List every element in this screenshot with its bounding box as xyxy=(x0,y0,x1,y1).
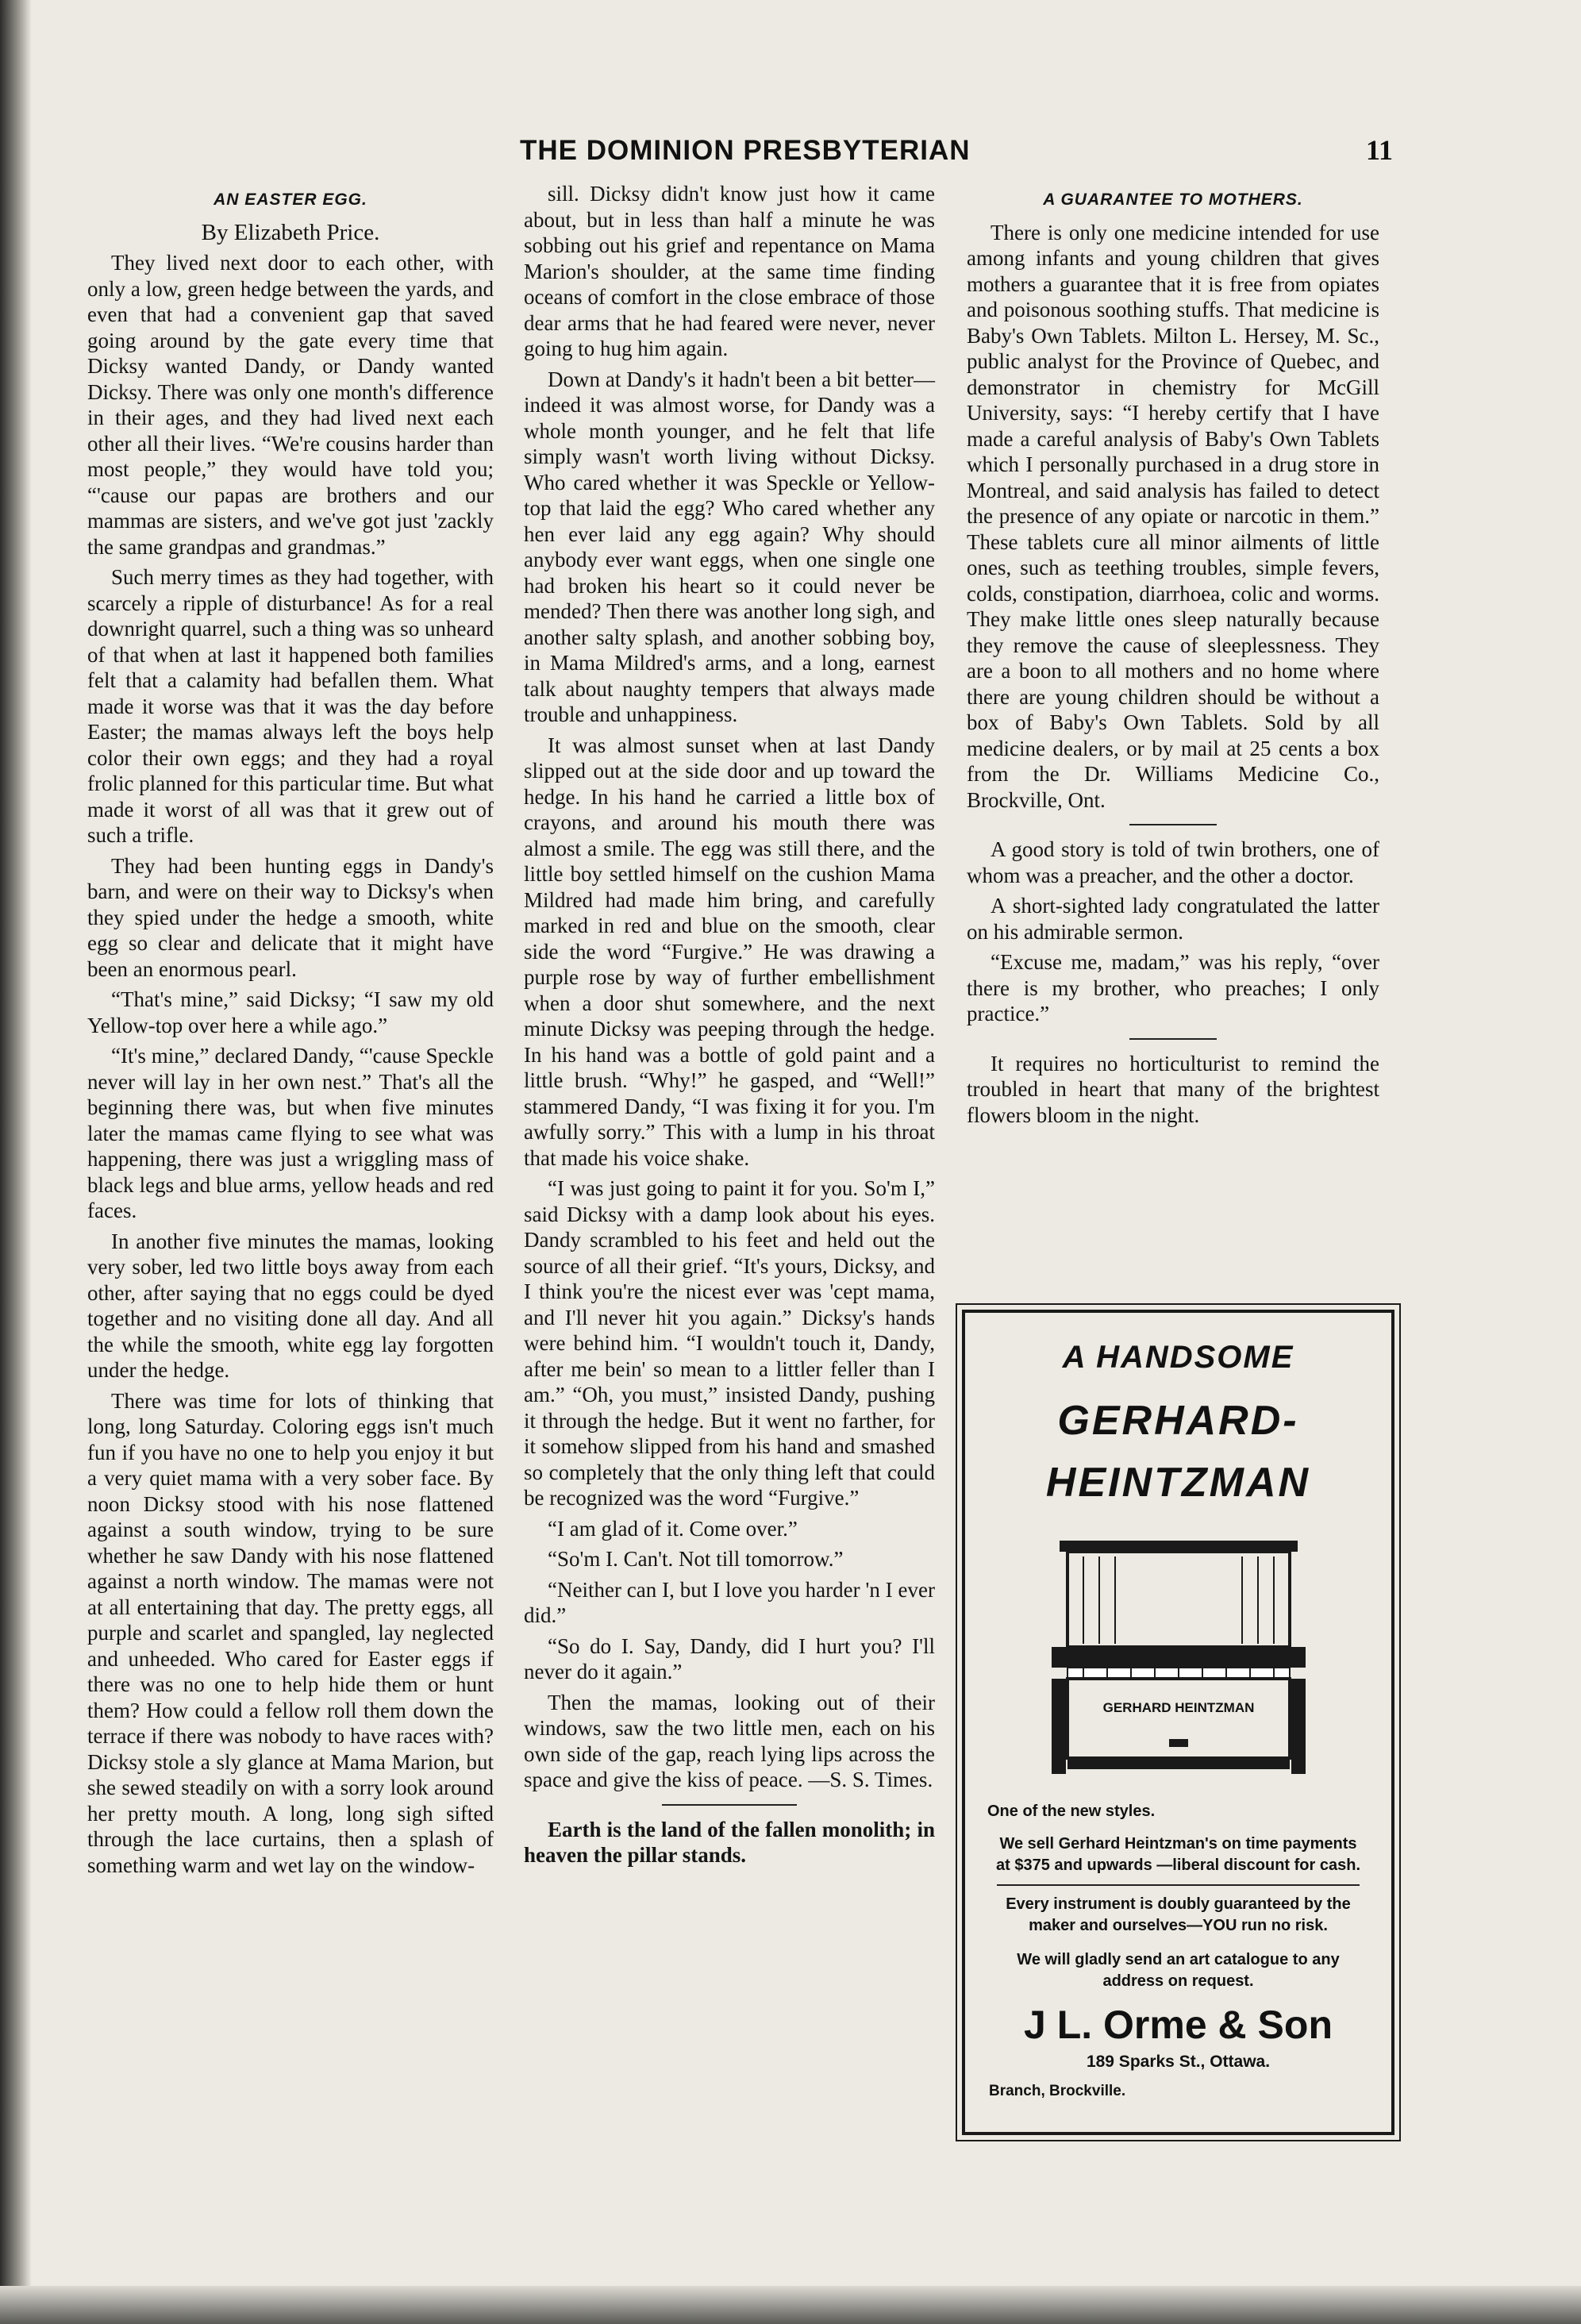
ad-catalogue: We will gladly send an art catalogue to any address on request. xyxy=(1017,1951,1340,1990)
page-header xyxy=(520,135,1393,175)
ad-brand-line-1: GERHARD- xyxy=(1057,1398,1299,1444)
story-paragraph: “So do I. Say, Dandy, did I hurt you? I'll never do it again.” xyxy=(524,1633,935,1683)
story-body-part-1 xyxy=(87,250,494,1878)
ad-divider xyxy=(997,1884,1360,1886)
column-3 xyxy=(967,181,1379,1133)
story-paragraph: Such merry times as they had together, with scarcely a ripple of disturbance! As for a real downright quarrel, such a thing was so unheard of that when at last it happened both families felt that a calamity had befallen them. What made it worse was that it was the day before Easter; the mamas always left the boys help color their own eggs; and they had a royal frolic planned for this particular time. But what made it worst of all was that it grew out of such a trifle. xyxy=(87,565,494,847)
story-paragraph: Then the mamas, looking out of their windows, saw the two little men, each on his own side of the gap, reach lying lips across the space and give the kiss of peace. —S. S. Times. xyxy=(524,1690,935,1791)
section-divider-rule-2 xyxy=(1129,1038,1217,1040)
ad-guarantee: Every instrument is doubly guaranteed by the maker and ourselves—YOU run no risk. xyxy=(1006,1895,1351,1934)
column-2 xyxy=(524,181,935,1873)
twins-paragraph: A short-sighted lady congratulated the latter on his admirable sermon. xyxy=(967,894,1379,944)
story-paragraph: “I was just going to paint it for you. So'm I,” said Dicksy with a damp look about his eyes. Dandy scrambled to his feet and held out the source of all their grief. “It's yours, Dicksy, and I think you're the nicest ever was 'cept mama, and I'll never hit you again.” Dicksy's hands were behind him. “I wouldn't touch it, Dandy, after me bein' so mean to a littler feller than I am.” “Oh, you must,” insisted Dandy, pushing it through the hedge. But it went no farther, for it somehow slipped from his hand and smashed so completely that the only thing left that could be recognized was the word “Furgive.” xyxy=(524,1176,935,1510)
masthead-title: THE DOMINION PRESBYTERIAN xyxy=(520,135,971,166)
story-body-part-2 xyxy=(524,181,935,1793)
twins-paragraph: “Excuse me, madam,” was his reply, “over there is my brother, who preaches; I only practice.” xyxy=(967,950,1379,1025)
story-paragraph: They had been hunting eggs in Dandy's barn, and were on their way to Dicksy's when they spied under the hedge a smooth, white egg so clear and delicate that it might have been an enormous pearl. xyxy=(87,853,494,981)
guarantee-body: There is only one medicine intended for use among infants and young children that gives mothers a guarantee that it is free from opiates and poisonous soothing stuffs. That medicine is Baby's Own Tablets. Milton L. Hersey, M. Sc., public analyst for the Province of Quebec, and demonstrator in chemistry for McGill University, says: “I hereby certify that I have made a careful analysis of Baby's Own Tablets which I personally purchased in a drug store in Montreal, and said analysis has failed to detect the presence of any opiate or narcotic in them.” These tablets cure all minor ailments of little ones, such as teething troubles, simple fevers, colds, constipation, diarrhoea, colic and worms. They make little ones sleep naturally because they remove the cause of sleeplessness. They are a boon to all mothers and no home where there are young children should be without a box of Baby's Own Tablets. Sold by all medicine dealers, or by mail at 25 cents a box from the Dr. Williams Medicine Co., Brockville, Ont. xyxy=(967,220,1379,812)
ad-firm-name: J L. Orme & Son xyxy=(1024,2003,1333,2047)
story-paragraph: “It's mine,” declared Dandy, “'cause Speckle never will lay in her own nest.” That's all the beginning there was, but when five minutes later the mamas came flying to see what was happening, there was just a wriggling mass of black legs and blue arms, yellow heads and red faces. xyxy=(87,1044,494,1222)
section-divider-rule xyxy=(1129,824,1217,825)
page-number: 11 xyxy=(1365,134,1393,166)
story-paragraph: “Neither can I, but I love you harder 'n I ever did.” xyxy=(524,1577,935,1627)
story-paragraph: “That's mine,” said Dicksy; “I saw my old Yellow-top over here a while ago.” xyxy=(87,987,494,1037)
story-paragraph: Down at Dandy's it hadn't been a bit better—indeed it was almost worse, for Dandy was a whole month younger, and he felt that life simply wasn't worth living without Dicksy. Who cared whether it was Speckle or Yellow-top that laid the egg? Who cared whether any hen ever laid any egg again? Why should anybody ever want eggs, when one single one had broken his heart so it could never be mended? Then there was another long sigh, and another salty splash, and another sobbing boy, in Mama Mildred's arms, and a long, earnest talk about naughty tempers that always made trouble and unhappiness. xyxy=(524,367,935,726)
binding-shadow xyxy=(0,0,32,2324)
story-paragraph: sill. Dicksy didn't know just how it came about, but in less than half a minute he was sobbing out his grief and repentance on Mama Marion's shoulder, at the same time finding oceans of comfort in the close embrace of those dear arms that he had feared were never, never going to hug him again. xyxy=(524,182,935,360)
story-paragraph: They lived next door to each other, with only a low, green hedge between the yards, and even that had a convenient gap that saved going around by the gate every time that Dicksy wanted Dandy, or Dandy wanted Dicksy. There was only one month's difference in their ages, and they had lived next each other all their lives. “We're cousins harder than most people,” they would have told you; “'cause our papas are brothers and our mammas are sisters, and we've got just 'zackly the same grandpas and grandmas.” xyxy=(87,251,494,559)
story-paragraph: It was almost sunset when at last Dandy slipped out at the side door and up toward the hedge. In his hand he carried a little box of crayons, and around his mouth there was almost a smile. The egg was still there, and the little boy settled himself on the cushion Mama Mildred had made him bring, and carefully marked in red and blue on the smooth, clear side the word “Furgive.” He was drawing a purple rose by way of further embellishment when a door shut somewhere, and the next minute Dicksy was peeping through the hedge. In his hand was a bottle of gold paint and a little brush. “Why!” he gasped, and “Well!” stammered Dandy, “I was fixing it for you. I'm awfully sorry.” This with a lump in his throat that made his voice shake. xyxy=(524,733,935,1170)
story-byline: By Elizabeth Price. xyxy=(201,219,380,245)
upright-piano-icon xyxy=(1036,1525,1321,1787)
ad-address: 189 Sparks St., Ottawa. xyxy=(1086,2053,1271,2071)
ad-branch: Branch, Brockville. xyxy=(989,2083,1126,2099)
scan-bottom-edge xyxy=(0,2286,1581,2324)
story-paragraph: In another five minutes the mamas, looking very sober, led two little boys away from each other, after saying that no eggs could be dyed together and no visiting done all day. And all the while the smooth, white egg lay forgotten under the hedge. xyxy=(87,1229,494,1382)
column-divider-rule xyxy=(662,1804,797,1806)
ad-caption: One of the new styles. xyxy=(987,1803,1156,1820)
piano-advertisement xyxy=(962,1310,1394,2135)
story-paragraph: “So'm I. Can't. Not till tomorrow.” xyxy=(548,1547,844,1571)
horticulture-paragraph: It requires no horticulturist to remind the troubled in heart that many of the brightest flowers bloom in the night. xyxy=(967,1051,1379,1127)
story-paragraph: There was time for lots of thinking that long, long Saturday. Coloring eggs isn't much fun if you have no one to help you enjoy it but a very quiet mama with a very sober face. By noon Dicksy stood with his nose flattened against a south window, trying to be sure whether he saw Dandy with his nose flattened against a north window. The mamas were not at all entertaining that day. The pretty eggs, all purple and scarlet and spangled, lay neglected and unheeded. Who cared for Easter eggs if there was no one to help hide them or hunt them? How could a fellow roll them down the terrace if there was nobody to have races with? Dicksy stole a sly glance at Mama Marion, but she sewed steadily on with a sorry look around her pretty mouth. A long, long sigh sifted through the lace curtains, then a splash of something warm and wet lay on the window- xyxy=(87,1388,494,1877)
filler-paragraph: Earth is the land of the fallen monolith; in heaven the pillar stands. xyxy=(524,1817,935,1867)
column-1 xyxy=(87,181,494,1883)
story-heading: AN EASTER EGG. xyxy=(213,190,367,209)
piano-label: GERHARD HEINTZMAN xyxy=(1102,1700,1254,1715)
ad-brand-line-2: HEINTZMAN xyxy=(1045,1460,1311,1506)
guarantee-heading: A GUARANTEE TO MOTHERS. xyxy=(1043,190,1303,209)
ad-headline: A HANDSOME xyxy=(1062,1340,1294,1375)
twins-paragraph: A good story is told of twin brothers, one of whom was a preacher, and the other a doctor. xyxy=(967,837,1379,887)
twins-anecdote xyxy=(967,837,1379,1027)
ad-terms: We sell Gerhard Heintzman's on time payments at $375 and upwards —liberal discount for cash. xyxy=(995,1835,1360,1874)
piano-illustration xyxy=(1036,1525,1321,1787)
story-paragraph: “I am glad of it. Come over.” xyxy=(548,1516,798,1541)
